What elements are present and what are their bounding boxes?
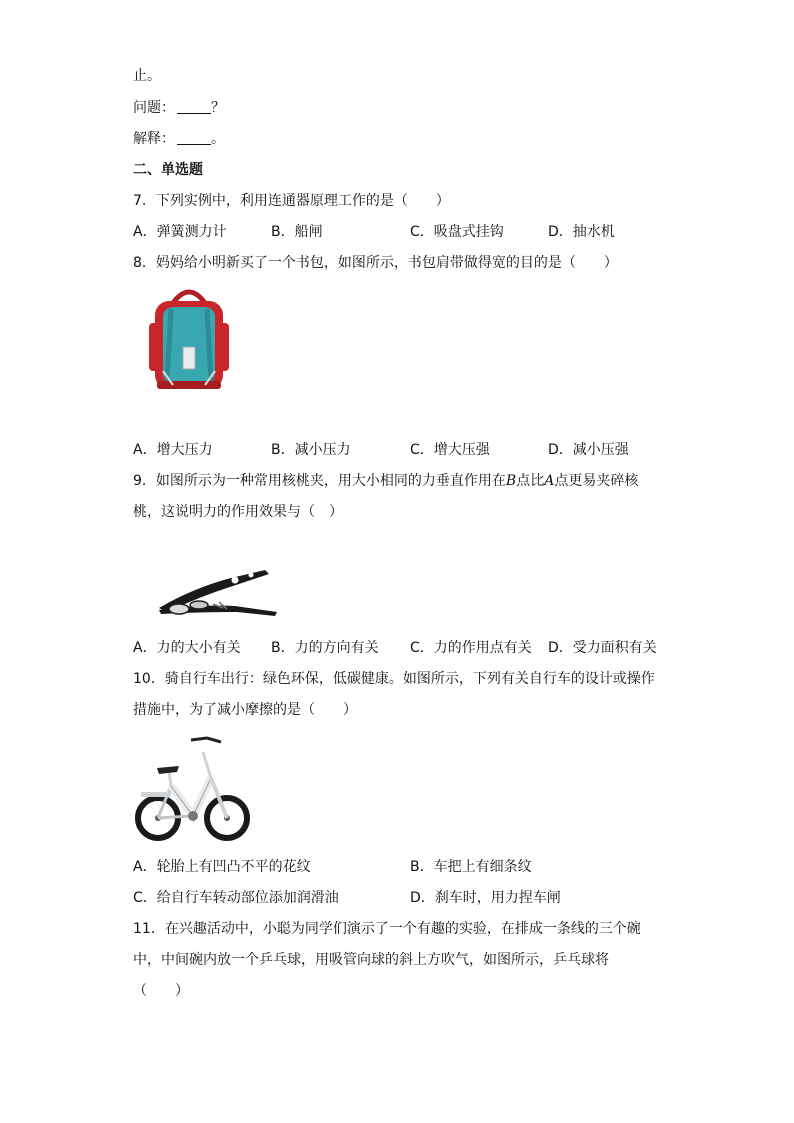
- q7-option-a[interactable]: A．弹簧测力计: [133, 224, 227, 240]
- q9-options: [133, 638, 693, 658]
- q10-option-b[interactable]: B．车把上有细条纹: [410, 859, 532, 875]
- explain-blank[interactable]: [177, 130, 211, 145]
- q8-options: [133, 440, 693, 460]
- q9-option-d[interactable]: D．受力面积有关: [548, 640, 657, 656]
- q10-option-a[interactable]: A．轮胎上有凹凸不平的花纹: [133, 859, 311, 875]
- q9-stem-part-3: 点更易夹碎核: [554, 473, 639, 489]
- question-suffix: ？: [211, 100, 225, 116]
- q10-options-row-2: [133, 888, 693, 908]
- question-label: 问题：: [133, 100, 175, 116]
- prev-tail: 止。: [133, 68, 161, 84]
- q9-stem-part-2: 点比: [516, 473, 545, 489]
- nutcracker-image: [153, 564, 279, 620]
- q10-option-c[interactable]: C．给自行车转动部位添加润滑油: [133, 890, 339, 906]
- q8-option-a[interactable]: A．增大压力: [133, 442, 213, 458]
- explain-line: [133, 129, 225, 149]
- q11-stem-line-1: 11．在兴趣活动中，小聪为同学们演示了一个有趣的实验，在排成一条线的三个碗: [133, 921, 641, 937]
- q8-option-c[interactable]: C．增大压强: [410, 442, 490, 458]
- q7-option-c[interactable]: C．吸盘式挂钩: [410, 224, 504, 240]
- q9-option-c[interactable]: C．力的作用点有关: [410, 640, 532, 656]
- q7-options: [133, 222, 693, 242]
- q9-option-b[interactable]: B．力的方向有关: [271, 640, 379, 656]
- point-b-label: B: [505, 473, 517, 489]
- q10-option-d[interactable]: D．刹车时，用力捏车闸: [410, 890, 561, 906]
- q11-stem-line-2: 中，中间碗内放一个乒乓球，用吸管向球的斜上方吹气，如图所示，乒乓球将: [133, 952, 609, 968]
- q10-stem-line-1: 10．骑自行车出行：绿色环保，低碳健康。如图所示，下列有关自行车的设计或操作: [133, 671, 655, 687]
- section-heading: 二、单选题: [133, 162, 203, 178]
- point-a-label: A: [544, 473, 555, 489]
- answer-blank[interactable]: [177, 99, 211, 114]
- explain-label: 解释：: [133, 131, 175, 147]
- q10-stem-line-2: 措施中，为了减小摩擦的是（ ）: [133, 702, 357, 718]
- q8-option-d[interactable]: D．减小压强: [548, 442, 629, 458]
- q7-stem: 7．下列实例中，利用连通器原理工作的是（ ）: [133, 193, 450, 209]
- explain-suffix: 。: [211, 131, 225, 147]
- question-line: [133, 98, 225, 118]
- q8-option-b[interactable]: B．减小压力: [271, 442, 351, 458]
- q9-stem-line-2: 桃，这说明力的作用效果与（ ）: [133, 504, 343, 520]
- q10-options-row-1: [133, 857, 693, 877]
- q8-stem: 8．妈妈给小明新买了一个书包，如图所示，书包肩带做得宽的目的是（ ）: [133, 255, 618, 271]
- q11-answer-bracket: （ ）: [133, 983, 189, 999]
- q7-option-b[interactable]: B．船闸: [271, 224, 323, 240]
- q9-stem-part-1: 9．如图所示为一种常用核桃夹，用大小相同的力垂直作用在: [133, 473, 506, 489]
- q7-option-d[interactable]: D．抽水机: [548, 224, 615, 240]
- q9-stem: [133, 471, 638, 491]
- q9-option-a[interactable]: A．力的大小有关: [133, 640, 241, 656]
- bicycle-image: [133, 732, 253, 844]
- backpack-image: [143, 285, 235, 397]
